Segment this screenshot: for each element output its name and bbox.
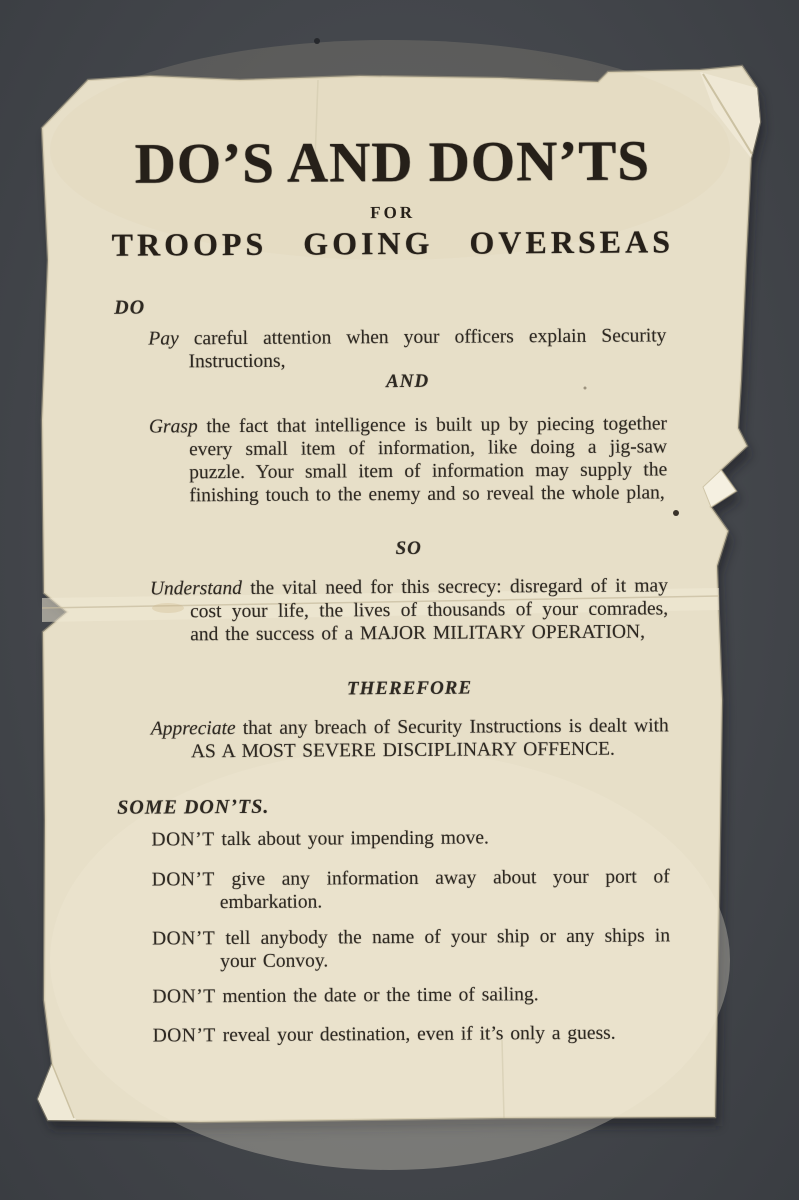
lead-word: Appreciate xyxy=(150,718,236,740)
paragraph-text: that any breach of Security Instructions is dealt with AS A MOST SEVERE DISCIPLINARY OFFENCE. xyxy=(190,715,669,763)
lead-word: Understand xyxy=(149,577,243,600)
lead-word: Grasp xyxy=(148,416,198,438)
dont-item xyxy=(151,865,670,914)
dont-text: reveal your destination, even if it’s only a guess. xyxy=(222,1022,616,1047)
paragraph-grasp xyxy=(148,412,668,507)
dont-text: mention the date or the time of sailing. xyxy=(222,984,539,1008)
dont-label: DON’T xyxy=(151,829,215,851)
dont-label: DON’T xyxy=(152,928,216,950)
connector-therefore: THEREFORE xyxy=(346,677,473,700)
paragraph-text: the vital need for this secrecy: disregard of it may cost your life, the lives of thousands of your comrades, and the success of a MAJOR MILITARY OPERATION, xyxy=(190,575,669,646)
dont-label: DON’T xyxy=(152,1025,216,1047)
paragraph-appreciate xyxy=(150,714,669,763)
paragraph-text: careful attention when your officers explain Security Instructions, xyxy=(188,325,667,373)
dont-item xyxy=(152,1021,671,1047)
dont-label: DON’T xyxy=(152,986,216,1008)
document-subtitle: TROOPS GOING OVERSEAS xyxy=(111,223,675,263)
dont-text: give any information away about your port of embarkation. xyxy=(219,866,670,914)
dont-text: tell anybody the name of your ship or any ships in your Convoy. xyxy=(220,925,671,973)
dont-item xyxy=(152,982,670,1008)
dont-text: talk about your impending move. xyxy=(221,827,489,851)
lead-word: Pay xyxy=(148,328,179,350)
paragraph-text: the fact that intelligence is built up by piecing together every small item of information, like doing a jig-saw puzzle. Your small item of information may supply the finishing touch to the enemy and so reveal the whole plan, xyxy=(189,413,668,507)
connector-and: AND xyxy=(386,370,430,393)
dont-item xyxy=(151,825,669,851)
document-title: DO’S AND DON’TS xyxy=(134,129,651,196)
paragraph-pay xyxy=(148,324,667,373)
dont-label: DON’T xyxy=(151,869,215,891)
paragraph-understand xyxy=(149,574,669,646)
title-for-label: FOR xyxy=(370,202,416,223)
dont-item xyxy=(152,924,671,973)
section-heading-do: DO xyxy=(114,296,146,319)
connector-so: SO xyxy=(395,537,422,560)
section-heading-some-donts: SOME DON’TS. xyxy=(117,795,270,819)
